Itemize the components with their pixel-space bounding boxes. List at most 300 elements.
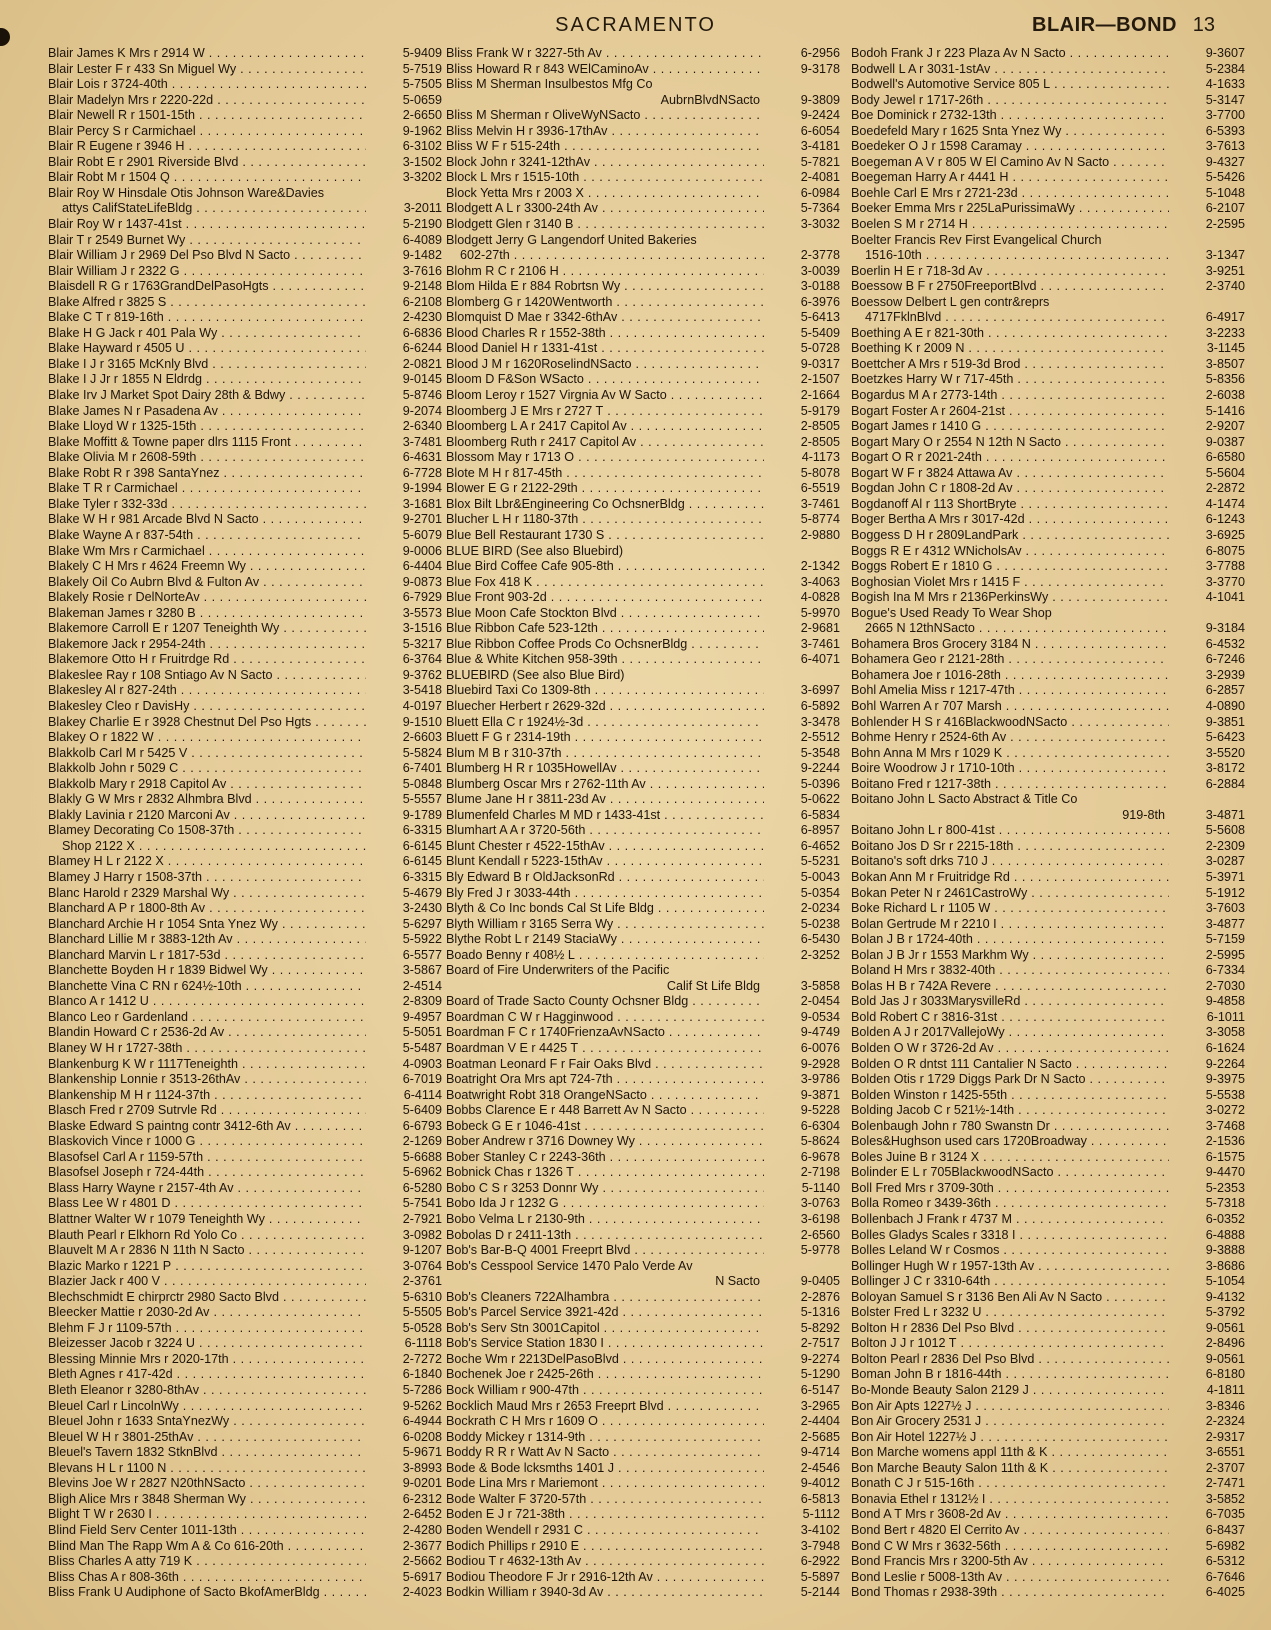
- entry-phone: 5-0659: [402, 92, 442, 107]
- directory-entry: [851, 217, 1249, 233]
- entry-name: Bohme Henry r 2524-6th Av . . .: [851, 730, 1169, 746]
- entry-phone: 3-7616: [402, 263, 442, 278]
- directory-entry: [446, 621, 844, 637]
- entry-name: Bob's Parcel Service 3921-42d . . .: [446, 1305, 764, 1321]
- directory-entry: [446, 1041, 844, 1057]
- directory-entry: [48, 1212, 446, 1228]
- directory-entry: [446, 1243, 844, 1259]
- entry-phone: 9-3178: [800, 61, 840, 76]
- directory-entry: [446, 777, 844, 793]
- entry-name: Bober Stanley C r 2243-36th . . .: [446, 1150, 764, 1166]
- entry-name: Boething K r 2009 N . . .: [851, 341, 1169, 357]
- entry-name: Bogue's Used Ready To Wear Shop: [851, 605, 1052, 620]
- entry-name: Bolinder E L r 705BlackwoodNSacto . . .: [851, 1165, 1169, 1181]
- entry-phone: 3-3032: [800, 217, 840, 232]
- entry-name: Block Yetta Mrs r 2003 X . . .: [446, 186, 764, 202]
- entry-phone: 6-1575: [1205, 1149, 1245, 1164]
- entry-phone: 9-2701: [402, 512, 442, 527]
- entry-phone: 2-6452: [402, 1507, 442, 1522]
- directory-entry: [48, 93, 446, 109]
- entry-name: Bligh Alice Mrs r 3848 Sherman Wy . . .: [48, 1492, 366, 1508]
- entry-phone: 2-3778: [800, 248, 840, 263]
- entry-name: Bleuel W H r 3801-25thAv . . .: [48, 1430, 366, 1446]
- entry-phone: 6-8437: [1205, 1522, 1245, 1537]
- entry-phone: 5-5604: [1205, 465, 1245, 480]
- entry-phone: 3-9251: [1205, 263, 1245, 278]
- entry-phone: 6-6054: [800, 123, 840, 138]
- entry-name: Blankenburg K W r 1117Teneighth . . .: [48, 1057, 366, 1073]
- entry-name: Blossom May r 1713 O . . .: [446, 450, 764, 466]
- entry-phone: 9-4749: [800, 1025, 840, 1040]
- entry-phone: 5-5538: [1205, 1087, 1245, 1102]
- entry-name: Blake H G Jack r 401 Pala Wy . . .: [48, 326, 366, 342]
- entry-name: Bocklich Maud Mrs r 2653 Freeprt Blvd . . .: [446, 1399, 764, 1415]
- entry-phone: 6-6793: [402, 1118, 442, 1133]
- entry-phone: 3-6551: [1205, 1445, 1245, 1460]
- directory-entry: [48, 777, 446, 793]
- directory-entry: [851, 264, 1249, 280]
- entry-name: Blair William J r 2969 Del Pso Blvd N Sacto . . .: [48, 248, 366, 264]
- entry-name: Blyth William r 3165 Serra Wy . . .: [446, 917, 764, 933]
- entry-phone: 5-9970: [800, 605, 840, 620]
- entry-phone: 5-8356: [1205, 372, 1245, 387]
- directory-entry: [48, 948, 446, 964]
- city-title: SACRAMENTO: [555, 14, 716, 36]
- entry-name: Bolden A J r 2017VallejoWy . . .: [851, 1025, 1169, 1041]
- entry-name: Bohamera Geo r 2121-28th . . .: [851, 652, 1169, 668]
- directory-entry: [851, 1321, 1249, 1337]
- entry-name: Bliss Chas A r 808-36th . . .: [48, 1570, 366, 1586]
- entry-phone: 2-1342: [800, 559, 840, 574]
- entry-phone: 3-4181: [800, 139, 840, 154]
- entry-phone: 5-6297: [402, 916, 442, 931]
- entry-name: Bobeck G E r 1046-41st . . .: [446, 1119, 764, 1135]
- entry-name: Bold Robert C r 3816-31st . . .: [851, 1010, 1169, 1026]
- entry-name: Boggs Robert E r 1810 G . . .: [851, 559, 1169, 575]
- entry-phone: 5-5051: [402, 1025, 442, 1040]
- entry-phone: 6-1243: [1205, 512, 1245, 527]
- directory-entry: [446, 932, 844, 948]
- entry-name: Boman John B r 1816-44th . . .: [851, 1367, 1169, 1383]
- directory-entry: [446, 901, 844, 917]
- directory-entry: [446, 310, 844, 326]
- entry-phone: 9-3809: [800, 92, 840, 107]
- entry-name: Bly Fred J r 3033-44th . . .: [446, 886, 764, 902]
- entry-name: Blair Lester F r 433 Sn Miguel Wy . . .: [48, 62, 366, 78]
- entry-phone: 6-2956: [800, 46, 840, 60]
- entry-name: attys CalifStateLifeBldg . . .: [48, 201, 366, 217]
- entry-name: Blair Roy W Hinsdale Otis Johnson Ware&Davies: [48, 185, 324, 200]
- directory-entry: [446, 528, 844, 544]
- directory-entry: [851, 404, 1249, 420]
- entry-name: Boetzkes Harry W r 717-45th . . .: [851, 372, 1169, 388]
- directory-entry: [48, 1057, 446, 1073]
- entry-phone: 5-0622: [800, 792, 840, 807]
- entry-phone: 5-1048: [1205, 185, 1245, 200]
- entry-phone: 9-0006: [402, 543, 442, 558]
- entry-name: Boitano Fred r 1217-38th . . .: [851, 777, 1169, 793]
- entry-name: Bobolas D r 2411-13th . . .: [446, 1228, 764, 1244]
- entry-name: Boddy R R r Watt Av N Sacto . . .: [446, 1445, 764, 1461]
- directory-entry: [851, 808, 1249, 824]
- entry-name: Blaskovich Vince r 1000 G . . .: [48, 1134, 366, 1150]
- directory-entry: [48, 839, 446, 855]
- directory-entry: [48, 264, 446, 280]
- entry-phone: 2-3677: [402, 1538, 442, 1553]
- entry-phone: 5-1054: [1205, 1274, 1245, 1289]
- directory-entry: [48, 512, 446, 528]
- entry-name: Bolla Romeo r 3439-36th . . .: [851, 1196, 1169, 1212]
- directory-entry: [851, 1554, 1249, 1570]
- entry-name: Bloomberg J E Mrs r 2727 T . . .: [446, 404, 764, 420]
- entry-name: Blair William J r 2322 G . . .: [48, 264, 366, 280]
- directory-entry: [446, 1554, 844, 1570]
- entry-phone: 3-8172: [1205, 761, 1245, 776]
- entry-name: Bliss W F r 515-24th . . .: [446, 139, 764, 155]
- entry-phone: 2-9681: [800, 621, 840, 636]
- directory-entry: [851, 1414, 1249, 1430]
- entry-name: Boardman F C r 1740FrienzaAvNSacto . . .: [446, 1025, 764, 1041]
- entry-name: Bly Edward B r OldJacksonRd . . .: [446, 870, 764, 886]
- entry-phone: 2-0821: [402, 356, 442, 371]
- entry-name: Blanchette Vina C RN r 624½-10th . . .: [48, 979, 366, 995]
- directory-entry: [851, 652, 1249, 668]
- directory-entry: [48, 170, 446, 186]
- entry-phone: 3-1502: [402, 154, 442, 169]
- entry-name: Blumberg H R r 1035HowellAv . . .: [446, 761, 764, 777]
- entry-phone: 5-5231: [800, 854, 840, 869]
- entry-name: Bohamera Bros Grocery 3184 N . . .: [851, 637, 1169, 653]
- entry-phone: 6-6145: [402, 854, 442, 869]
- entry-phone: 3-3770: [1205, 574, 1245, 589]
- entry-name: Bob's Bar-B-Q 4001 Freeprt Blvd . . .: [446, 1243, 764, 1259]
- entry-name: Bode Lina Mrs r Mariemont . . .: [446, 1476, 764, 1492]
- entry-phone: 6-4944: [402, 1414, 442, 1429]
- entry-name: Bob's Serv Stn 3001Capitol . . .: [446, 1321, 764, 1337]
- directory-entry: [446, 1274, 844, 1290]
- entry-phone: 5-7821: [800, 154, 840, 169]
- entry-name: 2665 N 12thNSacto . . .: [851, 621, 1169, 637]
- name-range: BLAIR—BOND: [1032, 14, 1177, 36]
- entry-name: Bockrath C H Mrs r 1609 O . . .: [446, 1414, 764, 1430]
- entry-name: Blakemore Otto H r Fruitrdge Rd . . .: [48, 652, 366, 668]
- entry-phone: 5-0238: [800, 916, 840, 931]
- directory-entry: [851, 886, 1249, 902]
- listing-column-3: [851, 46, 1249, 1616]
- entry-name: Bon Air Grocery 2531 J . . .: [851, 1414, 1169, 1430]
- entry-phone: 9-2424: [800, 108, 840, 123]
- directory-entry: [851, 497, 1249, 513]
- entry-name: Blakemore Carroll E r 1207 Teneighth Wy . . .: [48, 621, 366, 637]
- directory-entry: [48, 901, 446, 917]
- entry-name: Bogart Foster A r 2604-21st . . .: [851, 404, 1169, 420]
- directory-entry: [851, 1165, 1249, 1181]
- entry-name: Bogdan John C r 1808-2d Av . . .: [851, 481, 1169, 497]
- directory-entry: [446, 994, 844, 1010]
- entry-name: Bogart O R r 2021-24th . . .: [851, 450, 1169, 466]
- entry-phone: 6-6836: [402, 325, 442, 340]
- entry-name: Blue Ribbon Cafe 523-12th . . .: [446, 621, 764, 637]
- entry-phone: 6-2108: [402, 294, 442, 309]
- directory-entry: [446, 1134, 844, 1150]
- directory-entry: [48, 886, 446, 902]
- directory-entry: [48, 1476, 446, 1492]
- entry-phone: 4-1811: [1206, 1383, 1245, 1398]
- entry-phone: 2-3252: [800, 947, 840, 962]
- entry-name: Blair Robt M r 1504 Q . . .: [48, 170, 366, 186]
- entry-name: Blodgett Jerry G Langendorf United Bakeries: [446, 232, 697, 247]
- entry-phone: 9-4132: [1205, 1289, 1245, 1304]
- entry-name: Blakkolb John r 5029 C . . .: [48, 761, 366, 777]
- entry-name: Blue & White Kitchen 958-39th . . .: [446, 652, 764, 668]
- directory-entry: [48, 497, 446, 513]
- directory-entry: [851, 435, 1249, 451]
- entry-phone: 9-3975: [1205, 1072, 1245, 1087]
- entry-name: Bloom D F&Son WSacto . . .: [446, 372, 764, 388]
- entry-name: Blake Hayward r 4505 U . . .: [48, 341, 366, 357]
- directory-entry: [48, 1243, 446, 1259]
- entry-name: Blumenfeld Charles M MD r 1433-41st . . .: [446, 808, 764, 824]
- entry-phone: 6-7401: [402, 761, 442, 776]
- entry-name: Blanchard Archie H r 1054 Snta Ynez Wy . . .: [48, 917, 366, 933]
- entry-name: Bond Bert r 4820 El Cerrito Av . . .: [851, 1523, 1169, 1539]
- entry-phone: 6-0076: [800, 1041, 840, 1055]
- entry-name: Bolan J B r 1724-40th . . .: [851, 932, 1169, 948]
- directory-entry: [851, 46, 1249, 62]
- entry-phone: 2-3740: [1205, 279, 1245, 294]
- directory-entry: [48, 77, 446, 93]
- directory-entry: [48, 1352, 446, 1368]
- directory-entry: [446, 761, 844, 777]
- entry-name: Bochenek Joe r 2425-26th . . .: [446, 1367, 764, 1383]
- entry-name: Bliss Frank U Audiphone of Sacto BkofAmerBldg . . .: [48, 1585, 366, 1601]
- entry-name: Blasofsel Carl A r 1159-57th . . .: [48, 1150, 366, 1166]
- entry-phone: 6-1118: [404, 1336, 442, 1351]
- directory-entry: [446, 575, 844, 591]
- entry-name: AubrnBlvdNSacto: [660, 92, 760, 107]
- entry-phone: 5-7541: [402, 1196, 442, 1211]
- entry-name: Blanco A r 1412 U . . .: [48, 994, 366, 1010]
- entry-phone: 6-4532: [1205, 636, 1245, 651]
- directory-entry: [446, 497, 844, 513]
- entry-name: Bonavia Ethel r 1312½ I . . .: [851, 1492, 1169, 1508]
- directory-entry: [851, 62, 1249, 78]
- entry-phone: 9-4858: [1205, 994, 1245, 1009]
- entry-phone: 3-7461: [800, 496, 840, 511]
- entry-phone: 9-3871: [800, 1087, 840, 1102]
- directory-entry: [851, 1430, 1249, 1446]
- directory-entry: [446, 1507, 844, 1523]
- entry-name: Boitano John L Sacto Abstract & Title Co: [851, 792, 1078, 807]
- directory-entry: [446, 139, 844, 155]
- entry-name: Blair James K Mrs r 2914 W . . .: [48, 46, 366, 62]
- entry-phone: 6-4025: [1205, 1585, 1245, 1600]
- directory-entry: [48, 1461, 446, 1477]
- entry-name: Blakkolb Carl M r 5425 V . . .: [48, 746, 366, 762]
- directory-entry: [851, 1290, 1249, 1306]
- entry-name: Blanchard Lillie M r 3883-12th Av . . .: [48, 932, 366, 948]
- entry-phone: 5-1140: [801, 1180, 840, 1195]
- entry-phone: 3-7603: [1205, 901, 1245, 916]
- directory-entry: [48, 1072, 446, 1088]
- entry-name: Bolden O R dntst 111 Cantalier N Sacto . . .: [851, 1057, 1169, 1073]
- entry-name: Bodoh Frank J r 223 Plaza Av N Sacto . . .: [851, 46, 1169, 62]
- entry-name: Blue Fox 418 K . . .: [446, 575, 764, 591]
- entry-phone: 9-2074: [402, 403, 442, 418]
- entry-name: Boehle Carl E Mrs r 2721-23d . . .: [851, 186, 1169, 202]
- directory-entry: [446, 264, 844, 280]
- entry-name: BLUEBIRD (See also Blue Bird): [446, 667, 625, 682]
- entry-name: Blind Field Serv Center 1011-13th . . .: [48, 1523, 366, 1539]
- entry-name: Blumberg Oscar Mrs r 2762-11th Av . . .: [446, 777, 764, 793]
- entry-name: Bohamera Joe r 1016-28th . . .: [851, 668, 1169, 684]
- entry-phone: 5-0528: [402, 1320, 442, 1335]
- entry-phone: 5-2384: [1205, 61, 1245, 76]
- directory-entry: [48, 1259, 446, 1275]
- entry-phone: 5-7318: [1205, 1196, 1245, 1211]
- entry-phone: 2-1536: [1205, 1134, 1245, 1149]
- entry-phone: 5-1112: [802, 1507, 840, 1522]
- entry-phone: 5-7505: [402, 77, 442, 92]
- entry-name: Blair Percy S r Carmichael . . .: [48, 124, 366, 140]
- entry-phone: 2-6038: [1205, 388, 1245, 403]
- entry-name: Boedeker O J r 1598 Caramay . . .: [851, 139, 1169, 155]
- entry-name: Bobo C S r 3253 Donnr Wy . . .: [446, 1181, 764, 1197]
- entry-phone: 2-4404: [800, 1414, 840, 1429]
- entry-phone: 2-8309: [402, 994, 442, 1009]
- entry-phone: 3-0188: [800, 279, 840, 294]
- entry-phone: 6-7929: [402, 590, 442, 605]
- directory-entry: [48, 1570, 446, 1586]
- entry-name: Boessow B F r 2750FreeportBlvd . . .: [851, 279, 1169, 295]
- directory-entry: [446, 93, 844, 109]
- entry-name: Blight T W r 2630 I . . .: [48, 1507, 366, 1523]
- entry-phone: 9-4714: [800, 1445, 840, 1460]
- entry-name: Blazier Jack r 400 V . . .: [48, 1274, 366, 1290]
- directory-entry: [851, 186, 1249, 202]
- entry-name: Boe Dominick r 2732-13th . . .: [851, 108, 1169, 124]
- directory-entry: [48, 1585, 446, 1601]
- directory-entry: [446, 1010, 844, 1026]
- entry-name: Blandin Howard C r 2536-2d Av . . .: [48, 1025, 366, 1041]
- entry-phone: 2-5685: [800, 1429, 840, 1444]
- directory-entry: [851, 683, 1249, 699]
- entry-phone: 3-4877: [1205, 916, 1245, 931]
- entry-phone: 9-0387: [1205, 434, 1245, 449]
- entry-name: Blake W H r 981 Arcade Blvd N Sacto . . .: [48, 512, 366, 528]
- entry-name: Boles Juine B r 3124 X . . .: [851, 1150, 1169, 1166]
- entry-phone: 2-9317: [1205, 1429, 1245, 1444]
- entry-phone: 5-0396: [800, 776, 840, 791]
- directory-entry: [446, 979, 844, 995]
- entry-phone: 9-2274: [800, 1351, 840, 1366]
- entry-phone: 6-2857: [1205, 683, 1245, 698]
- entry-name: Blodgett A L r 3300-24th Av . . .: [446, 201, 764, 217]
- entry-phone: 6-4089: [402, 232, 442, 247]
- entry-name: Bode Walter F 3720-57th . . .: [446, 1492, 764, 1508]
- directory-entry: [446, 1119, 844, 1135]
- entry-name: Bliss Frank W r 3227-5th Av . . .: [446, 46, 764, 62]
- directory-entry: [851, 372, 1249, 388]
- entry-phone: 3-0763: [800, 1196, 840, 1211]
- directory-entry: [48, 994, 446, 1010]
- entry-name: Boedefeld Mary r 1625 Snta Ynez Wy . . .: [851, 124, 1169, 140]
- entry-name: Blechschmidt E chirprctr 2980 Sacto Blvd . . .: [48, 1290, 366, 1306]
- directory-entry: [446, 1305, 844, 1321]
- entry-phone: 2-3761: [402, 1274, 442, 1289]
- entry-phone: 6-5147: [800, 1383, 840, 1398]
- entry-phone: 5-6423: [1205, 730, 1245, 745]
- directory-entry: [446, 1150, 844, 1166]
- entry-name: Bleizesser Jacob r 3224 U . . .: [48, 1336, 366, 1352]
- entry-name: Blox Bilt Lbr&Engineering Co OchsnerBldg . . .: [446, 497, 764, 513]
- entry-name: Blanc Harold r 2329 Marshal Wy . . .: [48, 886, 366, 902]
- entry-name: Blehm F J r 1109-57th . . .: [48, 1321, 366, 1337]
- directory-entry: [851, 746, 1249, 762]
- entry-name: Bloomberg Ruth r 2417 Capitol Av . . .: [446, 435, 764, 451]
- entry-phone: 2-0234: [800, 901, 840, 916]
- directory-entry: [851, 326, 1249, 342]
- directory-entry: [48, 139, 446, 155]
- directory-entry: [851, 1181, 1249, 1197]
- directory-entry: [48, 1430, 446, 1446]
- entry-name: Boden Wendell r 2931 C . . .: [446, 1523, 764, 1539]
- entry-phone: 2-6340: [402, 419, 442, 434]
- directory-entry: [446, 419, 844, 435]
- entry-name: Bliss Charles A atty 719 K . . .: [48, 1554, 366, 1570]
- directory-entry: [446, 1570, 844, 1586]
- entry-name: Boatright Ora Mrs apt 724-7th . . .: [446, 1072, 764, 1088]
- entry-phone: 5-0848: [402, 776, 442, 791]
- entry-name: Bliss M Sherman r OliveWyNSacto . . .: [446, 108, 764, 124]
- directory-entry: [48, 248, 446, 264]
- directory-entry: [48, 575, 446, 591]
- entry-phone: 9-0873: [402, 574, 442, 589]
- directory-entry: [851, 341, 1249, 357]
- entry-name: Bluett Ella C r 1924½-3d . . .: [446, 715, 764, 731]
- entry-name: Bodiou T r 4632-13th Av . . .: [446, 1554, 764, 1570]
- entry-phone: 2-4280: [402, 1522, 442, 1537]
- directory-entry: [851, 1585, 1249, 1601]
- entry-name: Bob's Cesspool Service 1470 Palo Verde Av: [446, 1258, 693, 1273]
- entry-phone: 2-6603: [402, 730, 442, 745]
- directory-entry: [851, 1445, 1249, 1461]
- entry-phone: 3-3058: [1205, 1025, 1245, 1040]
- directory-entry: [48, 1336, 446, 1352]
- entry-phone: 5-5487: [402, 1041, 442, 1055]
- entry-phone: 5-8774: [800, 512, 840, 527]
- entry-phone: 9-3888: [1205, 1243, 1245, 1258]
- entry-phone: 3-7613: [1205, 139, 1245, 154]
- directory-entry: [446, 46, 844, 62]
- directory-entry: [48, 124, 446, 140]
- directory-entry: [446, 699, 844, 715]
- directory-entry: [851, 388, 1249, 404]
- entry-phone: 2-2324: [1205, 1414, 1245, 1429]
- directory-entry: [48, 419, 446, 435]
- entry-name: 4717FklnBlvd . . .: [851, 310, 1169, 326]
- entry-name: Boche Wm r 2213DelPasoBlvd . . .: [446, 1352, 764, 1368]
- directory-entry: [851, 1072, 1249, 1088]
- entry-name: Body Jewel r 1717-26th . . .: [851, 93, 1169, 109]
- entry-phone: 5-7364: [800, 201, 840, 216]
- directory-entry: [48, 559, 446, 575]
- entry-name: Bober Andrew r 3716 Downey Wy . . .: [446, 1134, 764, 1150]
- directory-entry: [48, 1367, 446, 1383]
- directory-entry: [48, 372, 446, 388]
- entry-phone: 3-5852: [1205, 1491, 1245, 1506]
- entry-name: Bleuel's Tavern 1832 StknBlvd . . .: [48, 1445, 366, 1461]
